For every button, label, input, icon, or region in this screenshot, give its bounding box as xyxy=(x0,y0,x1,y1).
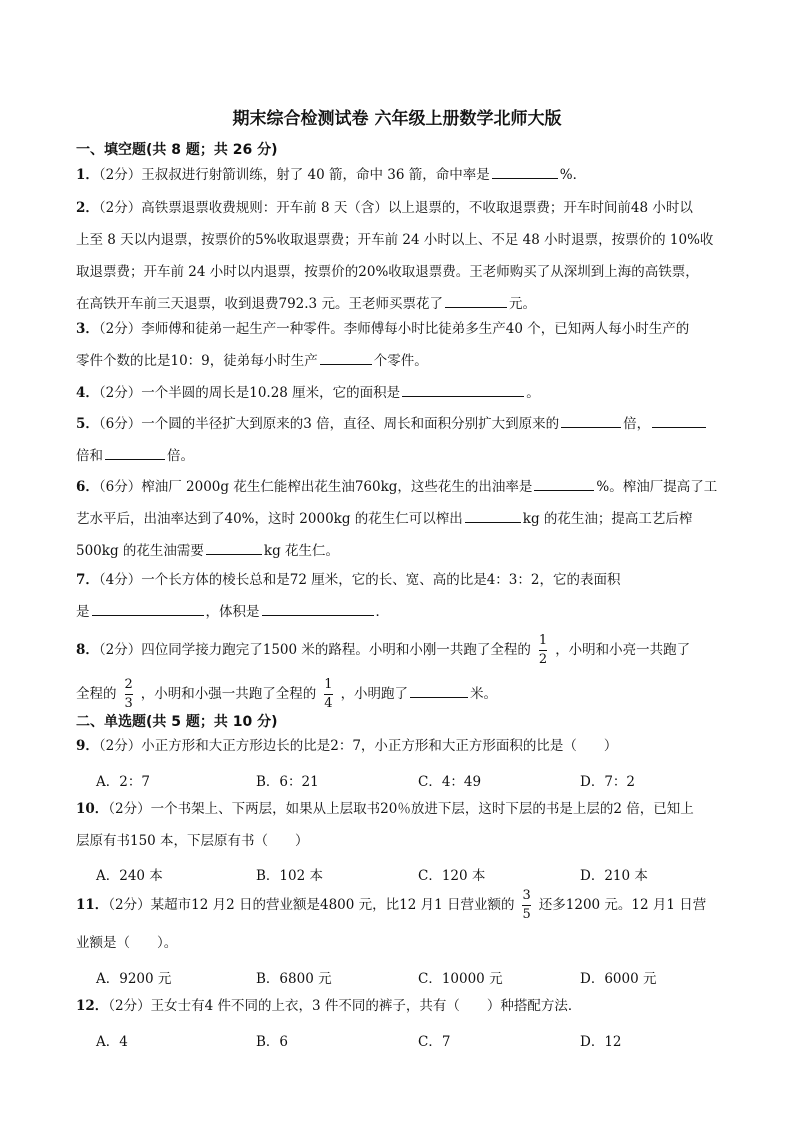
question-text: 是 xyxy=(76,604,90,620)
question-6 xyxy=(76,471,748,567)
question-text: （2分）一个半圆的周长是10.28 厘米，它的面积是 xyxy=(98,385,401,401)
question-4 xyxy=(76,377,748,409)
question-text: ，体积是 xyxy=(205,604,260,620)
question-text: ，小明和小强一共跑了全程的 xyxy=(140,686,317,702)
answer-blank[interactable] xyxy=(402,380,524,397)
question-text: 上至 8 天以内退票，按票价的5%收取退票费；开车前 24 小时以上、不足 48 小时退票，按票价的 10%收 xyxy=(76,232,714,248)
question-text: %。榨油厂提高了工 xyxy=(596,479,718,495)
answer-blank[interactable] xyxy=(561,411,621,428)
fraction-denominator: 5 xyxy=(522,907,531,922)
answer-blank[interactable] xyxy=(492,162,558,179)
question-text: kg 花生仁。 xyxy=(263,543,340,559)
question-text: ，小明和小亮一共跑了 xyxy=(555,642,691,658)
question-1 xyxy=(76,159,748,191)
question-number: 4． xyxy=(76,385,99,401)
option-b[interactable]: B．6800 元 xyxy=(256,971,332,987)
question-text: 元。 xyxy=(508,296,536,312)
option-c[interactable]: C．120 本 xyxy=(418,868,486,884)
answer-blank[interactable] xyxy=(652,411,706,428)
question-number: 2． xyxy=(76,200,99,216)
question-text: kg 的花生油；提高工艺后榨 xyxy=(522,511,693,527)
question-text: （6分）榨油厂 2000g 花生仁能榨出花生油760kg，这些花生的出油率是 xyxy=(98,479,533,495)
fraction xyxy=(539,633,547,668)
question-text: （2分）小正方形和大正方形边长的比是2：7，小正方形和大正方形面积的比是（ ） xyxy=(98,738,618,754)
answer-blank[interactable] xyxy=(105,443,165,460)
answer-blank[interactable] xyxy=(465,506,521,523)
question-text: （2分）一个书架上、下两层，如果从上层取书20％放进下层，这时下层的书是上层的2 倍，已知上 xyxy=(108,801,694,817)
question-3 xyxy=(76,313,748,377)
fraction xyxy=(522,888,530,923)
question-text: 艺水平后，出油率达到了40%，这时 2000kg 的花生仁可以榨出 xyxy=(76,511,463,527)
page-title: 期末综合检测试卷 六年级上册数学北师大版 xyxy=(232,109,562,129)
fraction-numerator: 1 xyxy=(324,677,333,692)
question-number: 3． xyxy=(76,321,99,337)
option-a[interactable]: A．4 xyxy=(96,1034,128,1050)
option-c[interactable]: C．10000 元 xyxy=(418,971,503,987)
fraction xyxy=(324,677,332,712)
section-single-choice-heading: 二、单选题(共 5 题；共 10 分) xyxy=(76,714,278,730)
question-number: 11． xyxy=(76,897,109,913)
question-text: （2分）李师傅和徒弟一起生产一种零件。李师傅每小时比徒弟多生产40 个，已知两人每小时生产的 xyxy=(98,321,690,337)
fraction-bar xyxy=(324,694,332,695)
fraction-denominator: 4 xyxy=(324,696,333,711)
question-10 xyxy=(76,793,748,857)
answer-blank[interactable] xyxy=(206,538,262,555)
question-text: %． xyxy=(559,167,587,183)
question-number: 12． xyxy=(76,998,109,1014)
option-b[interactable]: B．102 本 xyxy=(256,868,323,884)
answer-blank[interactable] xyxy=(92,599,204,616)
question-text: （2分）某超市12 月2 日的营业额是4800 元，比12 月1 日营业额的 xyxy=(108,897,515,913)
question-8 xyxy=(76,628,748,716)
fraction-bar xyxy=(125,694,133,695)
question-text: 取退票费；开车前 24 小时以内退票，按票价的20%收取退票费。王老师购买了从深圳到上海的高铁票， xyxy=(76,264,699,280)
option-d[interactable]: D．6000 元 xyxy=(580,971,657,987)
question-text: ． xyxy=(375,604,389,620)
section-fill-in-heading: 一、填空题(共 8 题；共 26 分) xyxy=(76,142,278,158)
answer-blank[interactable] xyxy=(445,291,507,308)
question-text: 米。 xyxy=(470,686,498,702)
option-c[interactable]: C．7 xyxy=(418,1034,451,1050)
question-11-continued xyxy=(76,927,748,959)
question-text: 500kg 的花生油需要 xyxy=(76,543,204,559)
fraction-numerator: 3 xyxy=(522,888,531,903)
option-a[interactable]: A．9200 元 xyxy=(96,971,172,987)
question-number: 9． xyxy=(76,738,99,754)
question-text: （6分）一个圆的半径扩大到原来的3 倍，直径、周长和面积分别扩大到原来的 xyxy=(98,416,560,432)
question-text: 全程的 xyxy=(76,686,117,702)
fraction-denominator: 2 xyxy=(538,652,548,667)
question-number: 8． xyxy=(76,642,99,658)
question-text: 层原有书150 本，下层原有书（ ） xyxy=(76,833,309,849)
question-9 xyxy=(76,730,748,762)
option-b[interactable]: B．6 xyxy=(256,1034,289,1050)
question-text: （2分）王叔叔进行射箭训练，射了 40 箭，命中 36 箭，命中率是 xyxy=(98,167,490,183)
answer-blank[interactable] xyxy=(262,599,374,616)
option-d[interactable]: D．210 本 xyxy=(580,868,648,884)
answer-blank[interactable] xyxy=(534,474,594,491)
question-text: 倍和 xyxy=(76,448,103,464)
question-number: 6． xyxy=(76,479,99,495)
question-11 xyxy=(76,883,748,927)
option-b[interactable]: B．6：21 xyxy=(256,774,319,790)
question-number: 7． xyxy=(76,572,99,588)
question-text: （2分）四位同学接力跑完了1500 米的路程。小明和小刚一共跑了全程的 xyxy=(98,642,531,658)
question-text: 倍。 xyxy=(167,448,194,464)
fraction xyxy=(125,677,133,712)
question-text: （4分）一个长方体的棱长总和是72 厘米，它的长、宽、高的比是4：3：2，它的表面积 xyxy=(98,572,621,588)
fraction-numerator: 2 xyxy=(124,677,133,692)
question-text: （2分）高铁票退票收费规则：开车前 8 天（含）以上退票的，不收取退票费；开车时间前48 小时以 xyxy=(98,200,693,216)
option-d[interactable]: D．7：2 xyxy=(580,774,636,790)
fraction-bar xyxy=(522,905,530,906)
fraction-numerator: 1 xyxy=(538,633,548,648)
fraction-bar xyxy=(539,650,547,651)
question-number: 5． xyxy=(76,416,99,432)
question-2 xyxy=(76,192,748,320)
option-d[interactable]: D．12 xyxy=(580,1034,622,1050)
fraction-denominator: 3 xyxy=(124,696,133,711)
answer-blank[interactable] xyxy=(320,348,372,365)
question-text: 。 xyxy=(526,385,540,401)
question-text: （2分）王女士有4 件不同的上衣，3 件不同的裤子，共有（ ）种搭配方法． xyxy=(108,998,582,1014)
question-text: 在高铁开车前三天退票，收到退费792.3 元。王老师买票花了 xyxy=(76,296,443,312)
question-7 xyxy=(76,564,748,628)
question-text: 业额是（ ）。 xyxy=(76,935,178,951)
question-number: 10． xyxy=(76,801,109,817)
question-text: 还多1200 元。12 月1 日营 xyxy=(538,897,707,913)
question-number: 1． xyxy=(76,167,99,183)
question-5 xyxy=(76,408,748,472)
question-text: 零件个数的比是10：9，徒弟每小时生产 xyxy=(76,353,318,369)
question-12 xyxy=(76,990,748,1022)
question-text: 个零件。 xyxy=(373,353,428,369)
option-a[interactable]: A．240 本 xyxy=(96,868,163,884)
question-text: 倍， xyxy=(623,416,651,432)
option-a[interactable]: A．2：7 xyxy=(96,774,150,790)
option-c[interactable]: C．4：49 xyxy=(418,774,482,790)
question-text: ，小明跑了 xyxy=(340,686,409,702)
answer-blank[interactable] xyxy=(410,681,468,698)
